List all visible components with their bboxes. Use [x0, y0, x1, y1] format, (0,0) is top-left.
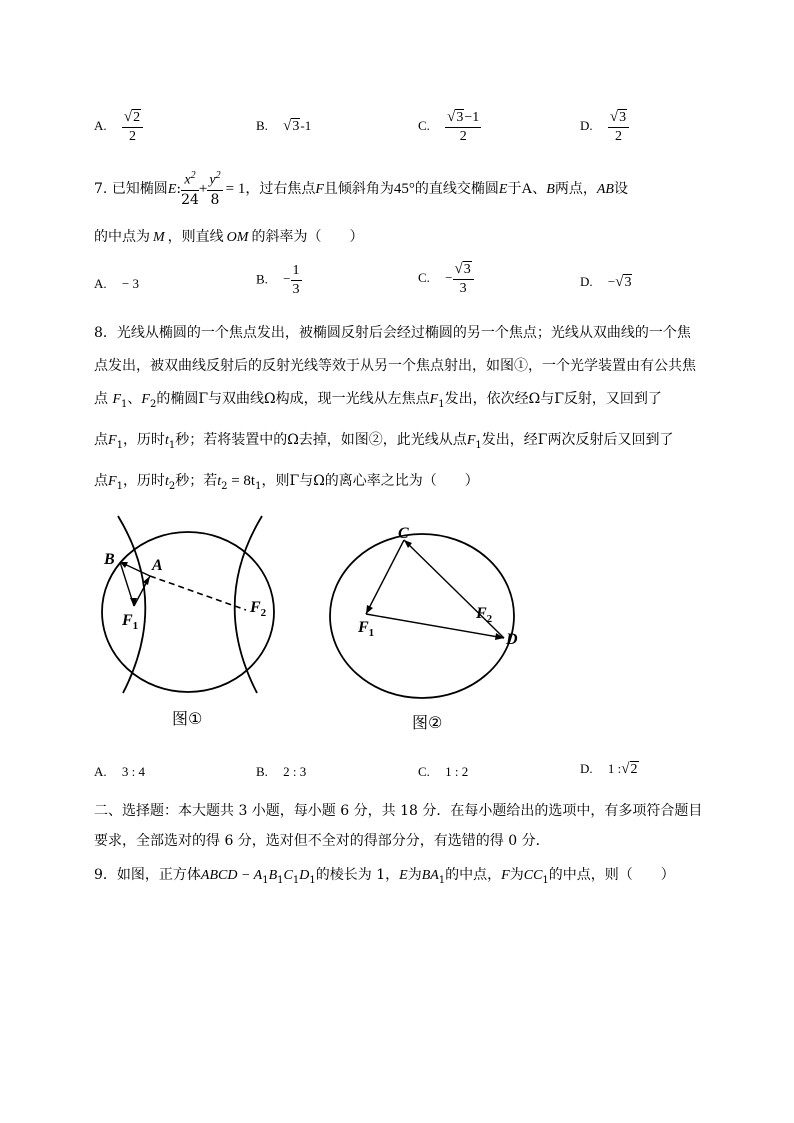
label-a: A	[152, 557, 163, 574]
radicand: 3	[619, 110, 627, 125]
var-t: t	[164, 474, 169, 489]
option-label: D.	[580, 761, 593, 776]
var-f: F	[501, 868, 510, 883]
segment-cc1: CC	[523, 868, 543, 883]
text: ，则直线	[167, 229, 224, 245]
denominator: 8	[210, 191, 220, 208]
angle: 45°	[393, 180, 415, 197]
text: 的直线交椭圆	[414, 180, 499, 197]
radicand: 3	[456, 110, 464, 125]
text: 、	[532, 180, 547, 197]
denominator: 2	[615, 129, 622, 144]
point-b: B	[546, 181, 555, 197]
cube-name: B	[268, 868, 278, 883]
var-t: t	[164, 433, 169, 448]
denominator: 3	[459, 281, 467, 296]
option-value: 1 : 2	[445, 764, 469, 779]
condition: t	[217, 474, 222, 489]
subscript: 1	[116, 439, 123, 451]
denominator: 24	[181, 191, 199, 208]
fraction: $\frac{√3}{3}$	[453, 262, 474, 296]
text: 的棱长为 1，	[315, 867, 400, 883]
minus-sign: −	[283, 271, 291, 287]
text: 9．如图，正方体	[94, 867, 201, 883]
radicand: 3	[292, 119, 300, 134]
fraction: $\frac{√3-1}{2}$	[447, 109, 480, 144]
fraction: $\frac{√2}{2}$	[122, 110, 143, 144]
minus-sign: −	[607, 274, 616, 289]
q7-option-a	[94, 276, 139, 292]
cube-name: C	[283, 868, 293, 883]
subscript: 1	[475, 439, 482, 451]
plus: +	[198, 180, 208, 197]
option-rest: -1	[300, 118, 312, 133]
subscript: 1	[438, 398, 445, 410]
option-label: C.	[418, 117, 430, 133]
text: 于	[507, 180, 522, 197]
radicand: 3	[624, 275, 632, 290]
fraction: $\frac{√3}{2}$	[608, 110, 629, 144]
q6-option-a	[94, 110, 143, 144]
q6-option-c	[418, 110, 481, 144]
cube-name: D	[299, 868, 310, 883]
radicand: 2	[133, 110, 141, 125]
var-f: F	[141, 392, 150, 407]
subscript: 1	[277, 874, 284, 886]
var-e: E	[167, 181, 177, 197]
exponent: 2	[190, 170, 196, 181]
text: 且倾斜角为	[323, 180, 394, 197]
var-x: x	[184, 172, 191, 188]
denominator: 2	[129, 129, 136, 144]
option-label: C.	[418, 764, 430, 779]
subscript: 1	[438, 874, 446, 886]
q8-line-3	[94, 388, 662, 410]
option-label: A.	[94, 276, 107, 291]
label-c: C	[398, 525, 409, 542]
q8-option-d: D. 1 :√2	[580, 761, 638, 777]
text: 发出，依次经Ω与Γ反射，又回到了	[444, 391, 662, 407]
option-label: A.	[94, 764, 107, 779]
label-f1: $F_1$	[358, 619, 375, 639]
radicand: 2	[630, 762, 638, 777]
text: ，历时	[122, 473, 165, 489]
q8-option-c	[418, 764, 468, 780]
ray-c-f1	[366, 540, 404, 614]
text: ，则Γ与Ω的离心率之比为（ ）	[261, 473, 479, 489]
subscript: 1	[542, 874, 549, 886]
figure-2-caption: 图②	[412, 713, 443, 732]
section-2-line-1: 二、选择题：本大题共 3 小题，每小题 6 分，共 18 分．在每小题给出的选项中，有多项符合题目	[94, 803, 703, 819]
point-a: A	[521, 180, 533, 197]
subscript: 2	[221, 480, 228, 492]
text: 已知椭圆	[111, 180, 168, 197]
subscript: 1	[292, 874, 300, 886]
text: 两点，	[554, 180, 597, 197]
q6-option-b: B. √3-1	[256, 118, 312, 134]
segment-ab: AB	[596, 181, 614, 197]
fraction-y2-8	[207, 171, 222, 207]
section-2-line-2: 要求，全部选对的得 6 分，选对但不全对的得部分分，有选错的得 0 分．	[94, 833, 550, 849]
var-f: F	[112, 392, 122, 407]
text: 设	[613, 180, 628, 197]
q7-line-2	[94, 226, 363, 246]
option-value: − 3	[121, 276, 139, 291]
option-value: 2 : 3	[283, 764, 307, 779]
hyperbola-left-branch	[118, 516, 145, 693]
var-m: M	[153, 230, 165, 245]
subscript: 1	[121, 398, 128, 410]
text: 点	[94, 432, 108, 448]
text: 为	[407, 867, 422, 883]
arrowhead	[366, 605, 373, 614]
figure-1-caption: 图①	[172, 709, 203, 728]
q8-option-b	[256, 764, 306, 780]
q9-line-1	[94, 864, 675, 886]
text: 的中点，则（ ）	[548, 867, 675, 883]
subscript: 1	[262, 874, 269, 886]
text: 的中点，	[445, 867, 502, 883]
subscript: 1	[116, 480, 123, 492]
q7-option-b	[256, 264, 302, 297]
text: 点	[94, 473, 108, 489]
numerator: 1	[291, 264, 302, 281]
var-f: F	[315, 181, 324, 197]
var-f: F	[108, 433, 117, 448]
option-label: B.	[256, 118, 268, 133]
text: 的斜率为（ ）	[251, 229, 364, 245]
equals-one: = 1	[225, 180, 246, 197]
label-f2: $F_2$	[250, 599, 267, 619]
denominator: 3	[292, 282, 300, 297]
minus-sign: −	[445, 269, 453, 285]
label-f2: $F_2$	[476, 605, 493, 625]
text: ，历时	[122, 432, 165, 448]
subscript: 2	[149, 398, 157, 410]
var-e: E	[399, 868, 408, 883]
q8-line-2: 点发出，被双曲线反射后的反射光线等效于从另一个焦点射出，如图①，一个光学装置由有公共焦	[94, 358, 696, 374]
subscript: 2	[168, 480, 176, 492]
dashed-ray	[150, 576, 246, 610]
condition: = 8t	[227, 473, 256, 489]
option-label: B.	[256, 271, 268, 287]
text: 的中点为	[94, 229, 150, 245]
fraction	[291, 264, 302, 297]
fraction-x2-24	[181, 171, 199, 207]
radicand: 3	[463, 262, 471, 277]
exponent: 2	[215, 170, 221, 181]
var-e: E	[498, 181, 508, 197]
option-label: D.	[580, 117, 593, 133]
q7-line-1	[94, 171, 628, 207]
q8-line-5	[94, 470, 479, 492]
subscript: 1	[255, 480, 262, 492]
line-om: OM	[226, 230, 249, 245]
question-number: 7.	[94, 180, 108, 197]
var-f: F	[466, 433, 476, 448]
var-f: F	[108, 474, 117, 489]
text: 发出，经Γ两次反射后又回到了	[481, 432, 674, 448]
option-value: 3 : 4	[121, 764, 146, 779]
label-b: B	[104, 551, 115, 568]
denominator: 2	[459, 129, 467, 144]
q7-option-c	[418, 262, 474, 296]
label-f1: $F_1$	[122, 612, 139, 632]
text: 秒；若	[175, 473, 218, 489]
q8-line-1: 8．光线从椭圆的一个焦点发出，被椭圆反射后会经过椭圆的另一个焦点；光线从双曲线的一个焦	[94, 325, 691, 341]
text: 的椭圆Γ与双曲线Ω构成，现一光线从左焦点	[156, 391, 430, 407]
subscript: 1	[168, 439, 176, 451]
text: ，过右焦点	[245, 180, 316, 197]
text: 点	[94, 391, 108, 407]
cube-name: ABCD − A	[200, 868, 263, 883]
text: :	[176, 180, 182, 197]
figure-1	[90, 510, 290, 700]
q8-line-4	[94, 429, 673, 451]
option-label: A.	[94, 117, 107, 133]
numerator-rest: −1	[464, 110, 480, 125]
label-d: D	[506, 631, 518, 648]
option-label: B.	[256, 764, 268, 779]
option-label: C.	[418, 269, 430, 285]
q7-option-d: D. −√3	[580, 274, 632, 290]
q8-option-a	[94, 764, 145, 780]
text: 为	[509, 867, 524, 883]
q6-option-d	[580, 110, 629, 144]
var-f: F	[429, 392, 439, 407]
subscript: 1	[309, 874, 316, 886]
text: 、	[127, 391, 142, 407]
option-label: D.	[580, 274, 593, 289]
segment-ba1: BA	[421, 868, 439, 883]
option-value: 1 :	[607, 761, 622, 776]
figure-2	[322, 516, 532, 712]
var-y: y	[209, 172, 216, 188]
text: 秒；若将装置中的Ω去掉，如图②，此光线从点	[175, 432, 467, 448]
